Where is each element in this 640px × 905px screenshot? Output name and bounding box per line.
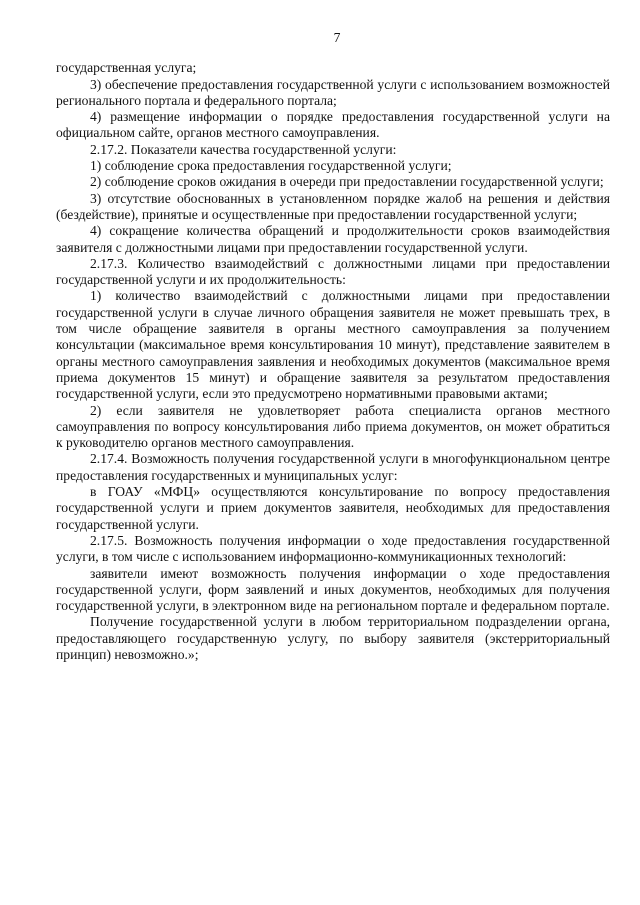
section-heading-2-17-4: 2.17.4. Возможность получения государственной услуги в многофункциональном центре предоставления государственных и муниципальных услуг: (56, 451, 610, 483)
paragraph-interactions-2: 2) если заявителя не удовлетворяет работа специалиста органов местного самоуправления по вопросу консультирования либо приема документов, он может обратиться к руководителю органов местного самоуправления. (56, 402, 610, 451)
paragraph-item-4-website: 4) размещение информации о порядке предоставления государственной услуги на официальном сайте, органов местного самоуправления. (56, 109, 610, 141)
paragraph-item-3-portals: 3) обеспечение предоставления государственной услуги с использованием возможностей регионального портала и федерального портала; (56, 76, 610, 108)
paragraph-extraterritorial: Получение государственной услуги в любом территориальном подразделении органа, предоставляющего государственную услугу, по выбору заявителя (экстерриториальный принцип) невозможно.»; (56, 614, 610, 662)
paragraph-progress-info: заявители имеют возможность получения информации о ходе предоставления государственной услуги, форм заявлений и иных документов, необходимых для получения государственной услуги, в электронном виде на региональном портале и федеральном портале. (56, 565, 610, 614)
paragraph-quality-4: 4) сокращение количества обращений и продолжительности сроков взаимодействия заявителя с должностными лицами при предоставлении государственной услуги. (56, 223, 610, 255)
section-heading-2-17-2: 2.17.2. Показатели качества государственной услуги: (90, 141, 397, 157)
section-heading-2-17-3: 2.17.3. Количество взаимодействий с должностными лицами при предоставлении государственной услуги и их продолжительность: (56, 255, 610, 288)
paragraph-quality-3: 3) отсутствие обоснованных в установленном порядке жалоб на решения и действия (бездействие), принятые и осуществленные при предоставлении государственной услуги; (56, 190, 610, 222)
paragraph-quality-1: 1) соблюдение срока предоставления государственной услуги; (90, 158, 452, 174)
paragraph-interactions-1: 1) количество взаимодействий с должностными лицами при предоставлении государственной услуги в случае личного обращения заявителя не может превышать трех, в том числе обращение заявителя в органы местного самоуправления за получением консультации (максимальное время консультирования 10 минут), представление заявителем в органы местного самоуправления заявления и необходимых документов (максимальное время приема документов 15 минут) и обращение заявителя за результатом предоставления государственной услуги, если это предусмотрено нормативными правовыми актами; (56, 288, 610, 402)
paragraph-mfc: в ГОАУ «МФЦ» осуществляются консультирование по вопросу предоставления государственной услуги и прием документов заявителя, необходимых для предоставления государственной услуги. (56, 484, 610, 532)
section-heading-2-17-5: 2.17.5. Возможность получения информации о ходе предоставления государственной услуги, в том числе с использованием информационно-коммуникационных технологий: (56, 532, 610, 565)
paragraph-continuation: государственная услуга; (56, 60, 197, 76)
document-page (56, 30, 610, 663)
page-number: 7 (333, 30, 341, 45)
paragraph-quality-2: 2) соблюдение сроков ожидания в очереди при предоставлении государственной услуги; (90, 174, 604, 190)
